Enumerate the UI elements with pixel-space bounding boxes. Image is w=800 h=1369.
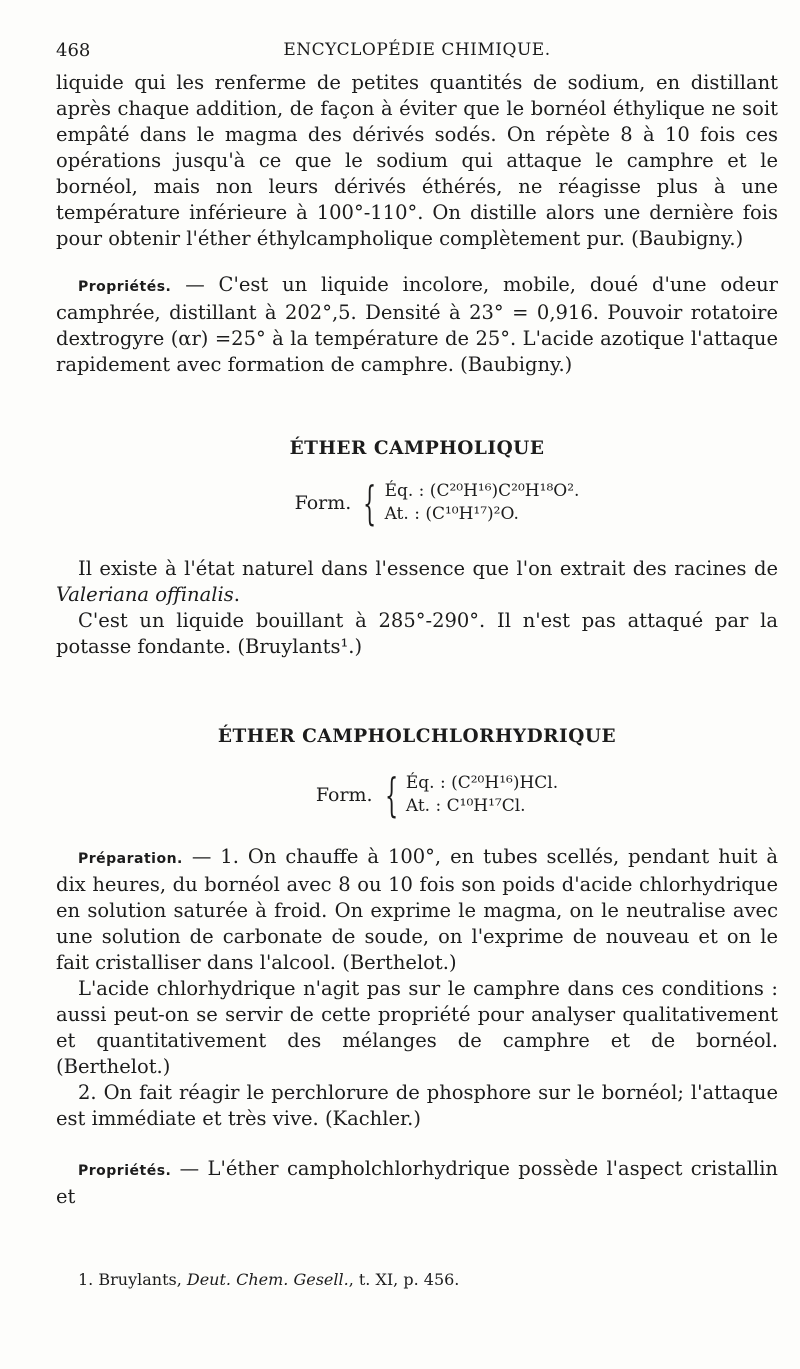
formula-label: Form. (294, 492, 352, 514)
formula-lines (385, 480, 580, 526)
properties-text: — L'éther campholchlorhydrique possède l'aspect cristallin et (56, 1157, 778, 1208)
properties-label: Propriétés. (78, 279, 172, 295)
footnote-text: 1. Bruylants, (78, 1270, 187, 1289)
species-name: Valeriana offinalis (56, 583, 234, 606)
paragraph: L'acide chlorhydrique n'agit pas sur le camphre dans ces conditions : aussi peut-on se servir de cette propriété pour analyser qualitativement et quantitativement des mélanges de camphre et de bornéol. (Berthelot.) (56, 977, 778, 1078)
page-number: 468 (56, 40, 91, 61)
paragraph-text: . (233, 583, 240, 606)
formula-block (96, 476, 778, 530)
footnote (78, 1270, 459, 1289)
preparation-text: — 1. On chauffe à 100°, en tubes scellés, pendant huit à dix heures, du bornéol avec 8 ou 10 fois son poids d'acide chlorhydrique en solution saturée à froid. On exprime le magma, on le neutralise avec une solution de carbonate de soude, on l'exprime de nouveau et on le fait cristalliser dans l'alcool. (Berthelot.) (56, 845, 778, 974)
paragraph: C'est un liquide bouillant à 285°-290°. Il n'est pas attaqué par la potasse fondante. (Bruylants¹.) (56, 609, 778, 658)
properties-label: Propriétés. (78, 1163, 172, 1179)
paragraph: 2. On fait réagir le perchlorure de phosphore sur le bornéol; l'attaque est immédiate et très vive. (Kachler.) (56, 1081, 778, 1130)
preparation-label: Préparation. (78, 851, 183, 867)
paragraph-continued: liquide qui les renferme de petites quantités de sodium, en distillant après chaque addition, de façon à éviter que le bornéol éthylique ne soit empâté dans le magma des dérivés sodés. On répète 8 à 10 fois ces opérations jusqu'à ce que le sodium qui attaque le camphre et le bornéol, mais non leurs dérivés éthérés, ne réagisse plus à une température inférieure à 100°-110°. On distille alors une dernière fois pour obtenir l'éther éthylcampholique complètement pur. (Baubigny.) (56, 71, 778, 250)
running-title: ENCYCLOPÉDIE CHIMIQUE. (283, 40, 551, 60)
brace: { (384, 768, 398, 822)
properties-paragraph (56, 1156, 778, 1210)
properties-text: — C'est un liquide incolore, mobile, doué d'une odeur camphrée, distillant à 202°,5. Densité à 23° = 0,916. Pouvoir rotatoire dextrogyre (αr) =25° à la température de 25°. L'acide azotique l'attaque rapidement avec formation de camphre. (Baubigny.) (56, 273, 778, 376)
formula-equivalent: Éq. : (C²⁰H¹⁶)C²⁰H¹⁸O². (384, 481, 580, 501)
paragraph (56, 556, 778, 608)
formula-atomic: At. : (C¹⁰H¹⁷)²O. (384, 504, 519, 524)
body-text (56, 70, 778, 1210)
journal-title: Deut. Chem. Gesell. (186, 1270, 349, 1289)
page-header (56, 40, 778, 68)
formula-block (96, 768, 778, 822)
brace: { (363, 476, 377, 530)
formula-equivalent: Éq. : (C²⁰H¹⁶)HCl. (405, 773, 559, 793)
formula-lines (406, 772, 558, 818)
formula-atomic: At. : C¹⁰H¹⁷Cl. (405, 796, 526, 816)
formula-label: Form. (315, 784, 373, 806)
properties-paragraph (56, 272, 778, 378)
section-title-ether-campholchlorhydrique: ÉTHER CAMPHOLCHLORHYDRIQUE (217, 726, 617, 747)
section-title-ether-campholique: ÉTHER CAMPHOLIQUE (289, 438, 545, 459)
preparation-paragraph (56, 844, 778, 976)
footnote-text: , t. XI, p. 456. (348, 1270, 460, 1289)
paragraph-text: Il existe à l'état naturel dans l'essence que l'on extrait des racines de (78, 557, 778, 580)
